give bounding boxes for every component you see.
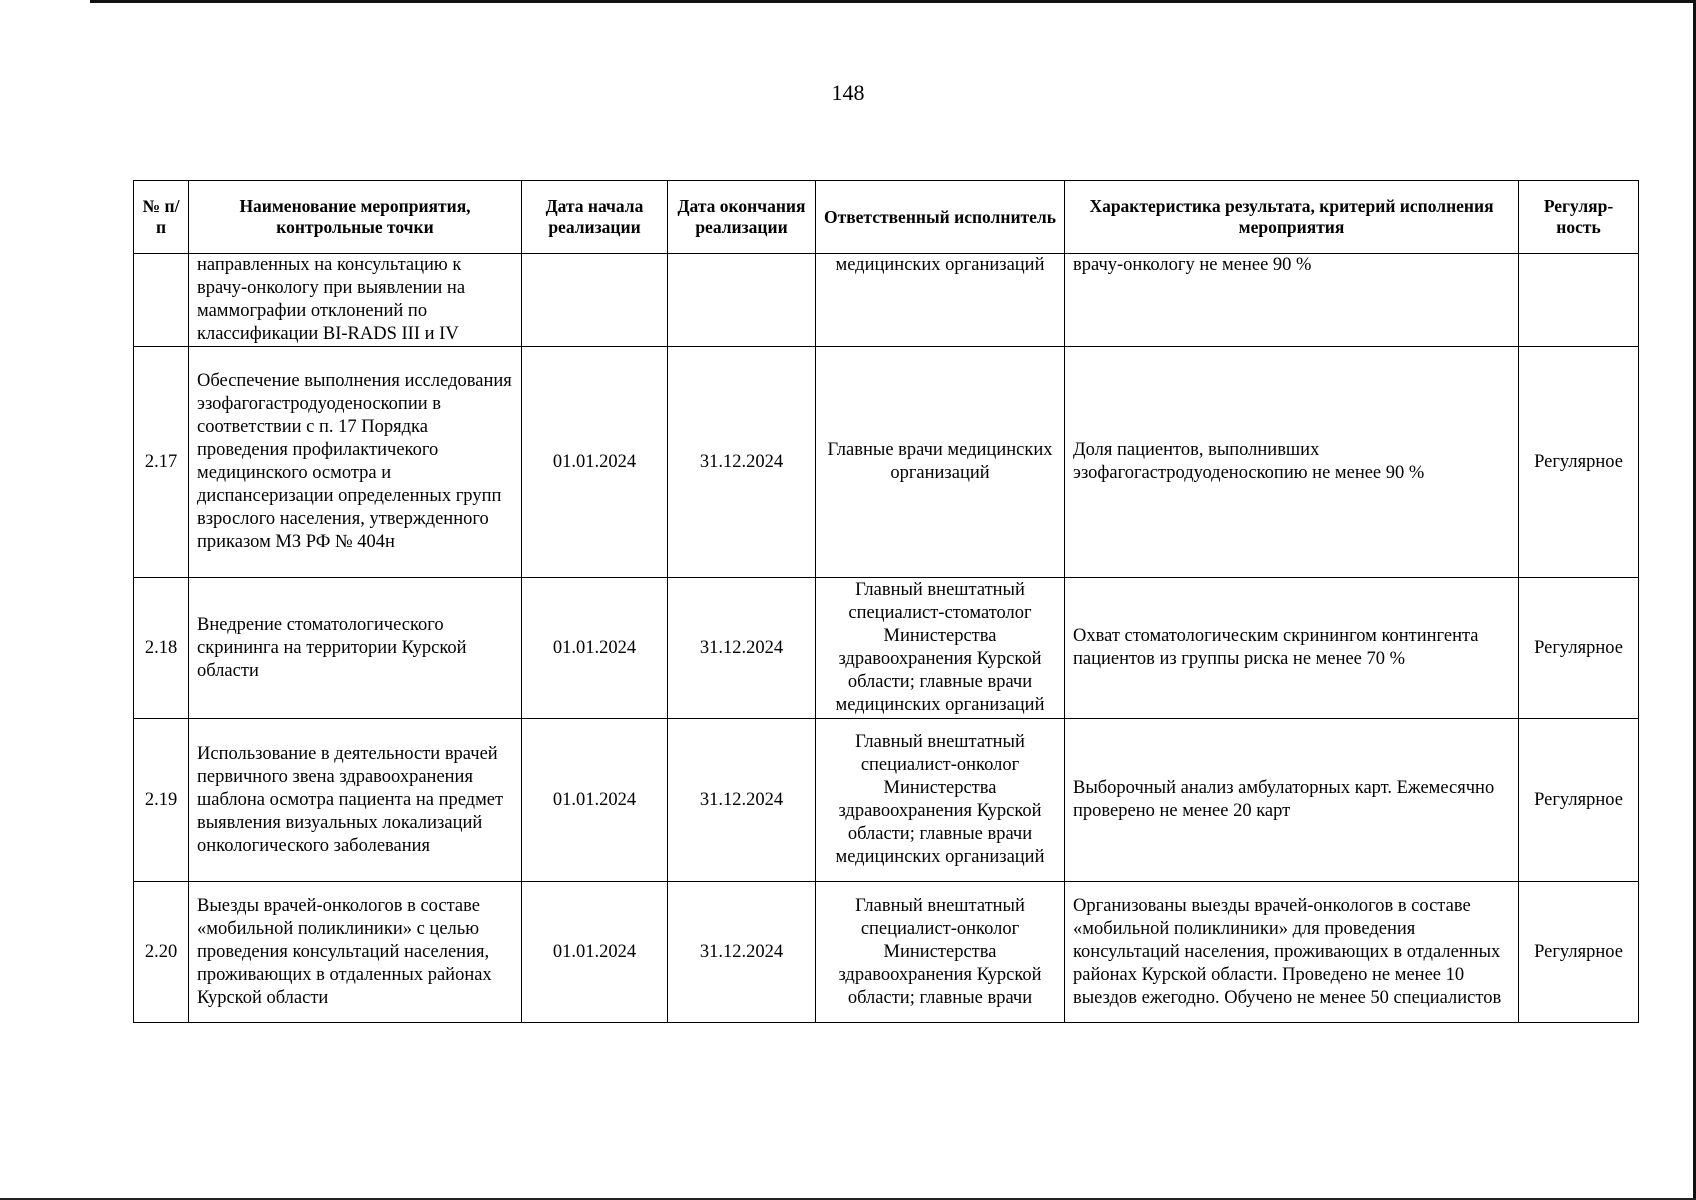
header-num: № п/п <box>134 181 189 254</box>
cell-responsible: Главный внештатный специалист-стоматолог Министерства здравоохранения Курской области; главные врачи медицинских организаций <box>816 578 1065 719</box>
cell-responsible: медицинских организаций <box>816 254 1065 347</box>
table-row-2-17 <box>134 347 1639 578</box>
cell-start-date: 01.01.2024 <box>522 882 668 1023</box>
cell-num: 2.18 <box>134 578 189 719</box>
cell-end-date: 31.12.2024 <box>668 719 816 882</box>
table-header-row <box>134 181 1639 254</box>
cell-name: направленных на консультацию к врачу-онкологу при выявлении на маммографии отклонений по классификации BI-RADS III и IV <box>189 254 522 347</box>
cell-num: 2.17 <box>134 347 189 578</box>
cell-start-date: 01.01.2024 <box>522 347 668 578</box>
cell-result: врачу-онкологу не менее 90 % <box>1065 254 1519 347</box>
cell-num: 2.20 <box>134 882 189 1023</box>
cell-name: Обеспечение выполнения исследования эзофагогастродуоденоскопии в соответствии с п. 17 Порядка проведения профилактичекого медицинского осмотра и диспансеризации определенных групп взрослого населения, утвержденного приказом МЗ РФ № 404н <box>189 347 522 578</box>
cell-end-date: 31.12.2024 <box>668 882 816 1023</box>
table-row-2-20 <box>134 882 1639 1023</box>
table-row-2-18 <box>134 578 1639 719</box>
page-number: 148 <box>831 80 865 105</box>
cell-end-date: 31.12.2024 <box>668 578 816 719</box>
cell-result: Охват стоматологическим скринингом контингента пациентов из группы риска не менее 70 % <box>1065 578 1519 719</box>
cell-name: Внедрение стоматологического скрининга на территории Курской области <box>189 578 522 719</box>
cell-responsible: Главный внештатный специалист-онколог Министерства здравоохранения Курской области; главные врачи медицинских организаций <box>816 719 1065 882</box>
scan-edge-top <box>90 0 1696 3</box>
header-end-date: Дата окончания реализации <box>668 181 816 254</box>
cell-name: Выезды врачей-онкологов в составе «мобильной поликлиники» с целью проведения консультаций населения, проживающих в отдаленных районах Курской области <box>189 882 522 1023</box>
cell-regularity: Регулярное <box>1519 578 1639 719</box>
cell-regularity <box>1519 254 1639 347</box>
activities-table <box>133 180 1639 1023</box>
header-name: Наименование мероприятия, контрольные точки <box>189 181 522 254</box>
cell-start-date: 01.01.2024 <box>522 719 668 882</box>
cell-num <box>134 254 189 347</box>
cell-regularity: Регулярное <box>1519 347 1639 578</box>
cell-regularity: Регулярное <box>1519 719 1639 882</box>
table-row-continuation <box>134 254 1639 347</box>
table-row-2-19 <box>134 719 1639 882</box>
cell-result: Выборочный анализ амбулаторных карт. Ежемесячно проверено не менее 20 карт <box>1065 719 1519 882</box>
header-start-date: Дата начала реализации <box>522 181 668 254</box>
cell-responsible: Главный внештатный специалист-онколог Министерства здравоохранения Курской области; главные врачи <box>816 882 1065 1023</box>
cell-name: Использование в деятельности врачей первичного звена здравоохранения шаблона осмотра пациента на предмет выявления визуальных локализаций онкологического заболевания <box>189 719 522 882</box>
cell-start-date: 01.01.2024 <box>522 578 668 719</box>
header-responsible: Ответственный исполнитель <box>816 181 1065 254</box>
cell-end-date: 31.12.2024 <box>668 347 816 578</box>
cell-regularity: Регулярное <box>1519 882 1639 1023</box>
cell-responsible: Главные врачи медицинских организаций <box>816 347 1065 578</box>
cell-end-date <box>668 254 816 347</box>
cell-result: Доля пациентов, выполнивших эзофагогастродуоденоскопию не менее 90 % <box>1065 347 1519 578</box>
cell-start-date <box>522 254 668 347</box>
header-result: Характеристика результата, критерий исполнения мероприятия <box>1065 181 1519 254</box>
cell-result: Организованы выезды врачей-онкологов в составе «мобильной поликлиники» для проведения консультаций населения, проживающих в отдаленных районах Курской области. Проведено не менее 10 выездов ежегодно. Обучено не менее 50 специалистов <box>1065 882 1519 1023</box>
cell-num: 2.19 <box>134 719 189 882</box>
header-regularity: Регуляр-ность <box>1519 181 1639 254</box>
